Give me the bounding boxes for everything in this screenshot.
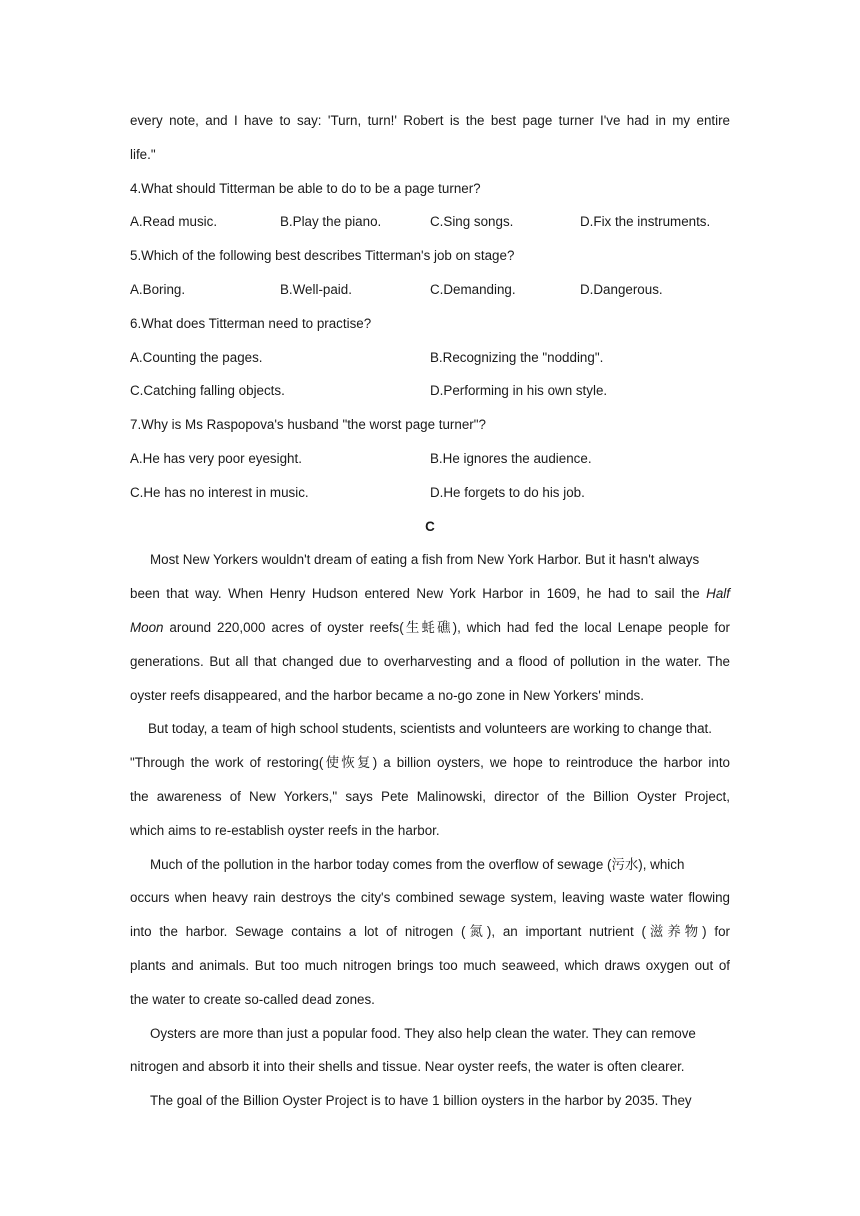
passage-p3-line-1-text-a: Much of the pollution in the harbor today comes from the overflow of sewage (: [150, 856, 612, 872]
passage-p3-line-1: [130, 848, 730, 882]
question-7-option-c: C.He has no interest in music.: [130, 484, 309, 500]
document-page: [130, 104, 730, 1118]
question-5-option-b: B.Well-paid.: [280, 281, 352, 297]
passage-p3-line-2: occurs when heavy rain destroys the city's combined sewage system, leaving waste water flowing: [130, 890, 730, 906]
passage-p1-line-1: Most New Yorkers wouldn't dream of eating a fish from New York Harbor. But it hasn't always: [150, 552, 700, 568]
passage-p3-line-1-text-b: ), which: [638, 856, 685, 872]
passage-p3-line-3-text-c: ) for: [702, 924, 731, 940]
passage-p3-line-5: the water to create so-called dead zones.: [130, 991, 375, 1007]
question-5-stem: 5.Which of the following best describes Titterman's job on stage?: [130, 248, 515, 264]
passage-p2-line-2-text-a: "Through the work of restoring(: [130, 755, 324, 771]
section-heading: C: [425, 518, 435, 534]
question-6-option-c: C.Catching falling objects.: [130, 383, 285, 399]
passage-p1-line-2: [130, 577, 730, 611]
passage-p2-line-1: But today, a team of high school students, scientists and volunteers are working to change that.: [148, 721, 712, 737]
question-7-option-b: B.He ignores the audience.: [430, 450, 592, 466]
gloss-sewage: 污水: [611, 857, 639, 873]
ship-name-part-2: Moon: [130, 619, 164, 635]
question-4-stem: 4.What should Titterman be able to do to be a page turner?: [130, 180, 481, 196]
question-6-option-d: D.Performing in his own style.: [430, 383, 608, 399]
question-7-option-a: A.He has very poor eyesight.: [130, 450, 302, 466]
passage-p1-line-2-text: been that way. When Henry Hudson entered New York Harbor in 1609, he had to sail the: [130, 586, 707, 602]
passage-p2-line-2: [130, 746, 730, 780]
gloss-nitrogen: 氮: [465, 925, 487, 941]
question-6-stem: 6.What does Titterman need to practise?: [130, 315, 372, 331]
question-7-options-row-2: [130, 476, 730, 510]
passage-p1-line-3-text-a: around 220,000 acres of oyster reefs(: [163, 619, 404, 635]
passage-p4-line-2: nitrogen and absorb it into their shells and tissue. Near oyster reefs, the water is often clearer.: [130, 1059, 685, 1075]
question-6-options-row-2: [130, 374, 730, 408]
passage-p3-line-4: plants and animals. But too much nitrogen brings too much seaweed, which draws oxygen out of: [130, 957, 730, 973]
question-4-options: [130, 205, 730, 239]
question-7-options-row-1: [130, 442, 730, 476]
passage-p2-line-4: which aims to re-establish oyster reefs in the harbor.: [130, 822, 440, 838]
passage-p3-line-3-text-a: into the harbor. Sewage contains a lot of nitrogen (: [130, 924, 466, 940]
intro-line-2: life.": [130, 146, 156, 162]
passage-p5-line-1: The goal of the Billion Oyster Project is to have 1 billion oysters in the harbor by 2035. They: [150, 1093, 692, 1109]
passage-p3-line-3-text-b: ), an important nutrient (: [486, 924, 646, 940]
question-5-option-a: A.Boring.: [130, 281, 186, 297]
question-4-option-b: B.Play the piano.: [280, 214, 382, 230]
passage-p3-line-3: [130, 915, 730, 949]
intro-line-1: every note, and I have to say: 'Turn, turn!' Robert is the best page turner I've had in my entire: [130, 113, 730, 128]
ship-name-part-1: Half: [706, 586, 730, 602]
question-6-options-row-1: [130, 341, 730, 375]
gloss-oyster-reefs: 生蚝礁: [403, 620, 453, 636]
question-4-option-c: C.Sing songs.: [430, 214, 514, 230]
question-4-option-a: A.Read music.: [130, 214, 218, 230]
question-5-options: [130, 273, 730, 307]
question-4-option-d: D.Fix the instruments.: [580, 214, 711, 230]
gloss-nutrient: 滋养物: [645, 925, 703, 941]
question-6-option-b: B.Recognizing the "nodding".: [430, 349, 604, 365]
passage-p1-line-4: generations. But all that changed due to overharvesting and a flood of pollution in the water. The: [130, 653, 730, 669]
question-6-option-a: A.Counting the pages.: [130, 349, 263, 365]
passage-p1-line-3: [130, 611, 730, 645]
gloss-restoring: 使恢复: [323, 756, 373, 772]
question-5-option-c: C.Demanding.: [430, 281, 516, 297]
passage-p2-line-3: the awareness of New Yorkers," says Pete Malinowski, director of the Billion Oyster Project,: [130, 788, 730, 804]
question-5-option-d: D.Dangerous.: [580, 281, 663, 297]
passage-p2-line-2-text-b: ) a billion oysters, we hope to reintroduce the harbor into: [372, 755, 730, 771]
passage-p4-line-1: Oysters are more than just a popular food. They also help clean the water. They can remove: [150, 1025, 696, 1041]
passage-p1-line-3-text-b: ), which had fed the local Lenape people for: [452, 619, 731, 635]
passage-p1-line-5: oyster reefs disappeared, and the harbor became a no-go zone in New Yorkers' minds.: [130, 687, 644, 703]
question-7-stem: 7.Why is Ms Raspopova's husband "the worst page turner"?: [130, 417, 486, 433]
question-7-option-d: D.He forgets to do his job.: [430, 484, 585, 500]
